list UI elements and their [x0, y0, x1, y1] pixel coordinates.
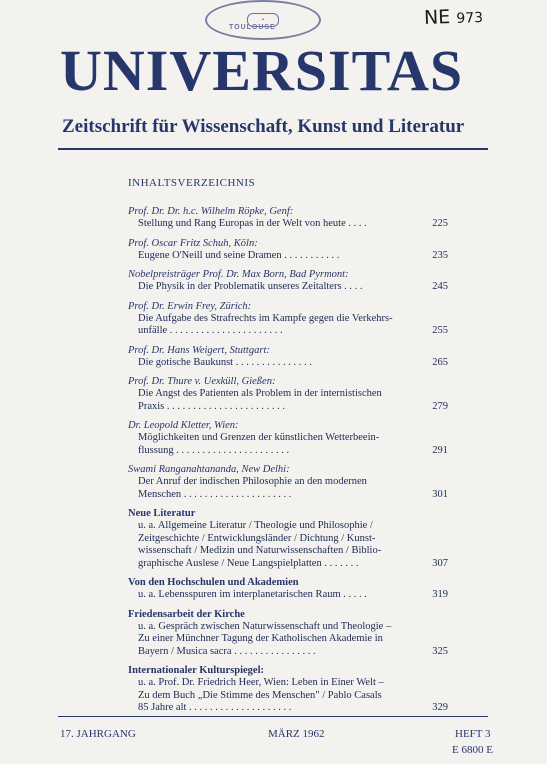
section-heading: Von den Hochschulen und Akademien	[128, 577, 299, 588]
top-rule	[58, 148, 488, 150]
section-heading: Friedensarbeit der Kirche	[128, 608, 245, 620]
entry-page-number: 307	[432, 557, 448, 569]
entry-line	[138, 325, 448, 338]
entry-page-number: 325	[432, 645, 448, 657]
entry-line-text: u. a. Gespräch zwischen Naturwissenschaft und Theologie –	[138, 620, 392, 632]
entry-page-number: 245	[432, 281, 448, 292]
masthead-title: UNIVERSITAS	[60, 38, 464, 103]
toc-entry	[128, 419, 448, 457]
entry-line-text: Möglichkeiten und Grenzen der künstlichen Wetterbeein-	[138, 432, 380, 443]
entry-line	[138, 476, 448, 489]
price-code: E 6800 E	[452, 744, 493, 756]
toc-entry	[128, 463, 448, 501]
toc-section	[128, 576, 448, 602]
handwritten-shelf-mark	[424, 5, 484, 29]
toc-list	[128, 205, 448, 721]
entry-line-text: Eugene O'Neill und seine Dramen . . . . . . . . . . .	[138, 249, 340, 261]
section-heading: Internationaler Kulturspiegel:	[128, 665, 265, 676]
entry-line-text: u. a. Prof. Dr. Friedrich Heer, Wien: Leben in Einer Welt –	[138, 677, 384, 688]
entry-line	[138, 702, 448, 715]
entry-line	[138, 445, 448, 458]
toc-section	[128, 664, 448, 715]
entry-line	[138, 646, 448, 659]
handwritten-main: NE	[423, 6, 451, 30]
entry-line-text: Stellung und Rang Europas in der Welt von heute . . . .	[138, 218, 367, 229]
entry-author: Prof. Dr. Hans Weigert, Stuttgart:	[128, 344, 270, 356]
entry-line-text: u. a. Allgemeine Literatur / Theologie und Philosophie /	[138, 520, 373, 531]
entry-line	[138, 633, 448, 646]
volume-label: 17. JAHRGANG	[60, 728, 136, 740]
entry-line-text: graphische Auslese / Neue Langspielplatten . . . . . . .	[138, 557, 359, 569]
entry-page-number: 235	[432, 249, 448, 261]
entry-line	[138, 520, 448, 533]
entry-line	[138, 690, 448, 703]
entry-line-text: flussung . . . . . . . . . . . . . . . . . . . . . .	[138, 444, 290, 456]
entry-author: Prof. Oscar Fritz Schuh, Köln:	[128, 237, 258, 249]
entry-page-number: 255	[432, 325, 448, 336]
stamp-text: TOULOUSE	[229, 24, 276, 31]
entry-line	[138, 432, 448, 445]
stamp-emblem-icon: ▪	[247, 13, 279, 27]
toc-entry	[128, 344, 448, 370]
masthead-subtitle: Zeitschrift für Wissenschaft, Kunst und Literatur	[62, 116, 465, 137]
entry-page-number: 225	[432, 218, 448, 229]
entry-author: Prof. Dr. Thure v. Uexküll, Gießen:	[128, 376, 276, 387]
toc-entry	[128, 205, 448, 231]
entry-line	[138, 621, 448, 634]
entry-author: Prof. Dr. Dr. h.c. Wilhelm Röpke, Genf:	[128, 206, 294, 217]
entry-line	[138, 281, 448, 294]
issue-number: HEFT 3	[455, 728, 491, 740]
entry-line-text: 85 Jahre alt . . . . . . . . . . . . . . . . . . . .	[138, 702, 292, 713]
entry-page-number: 319	[432, 589, 448, 600]
entry-line-text: Praxis . . . . . . . . . . . . . . . . . . . . . . .	[138, 400, 285, 412]
entry-author: Dr. Leopold Kletter, Wien:	[128, 420, 239, 431]
toc-entry	[128, 300, 448, 338]
entry-author: Swami Ranganahtananda, New Delhi:	[128, 464, 290, 475]
library-stamp	[205, 0, 321, 40]
entry-page-number: 301	[432, 488, 448, 500]
entry-line-text: Der Anruf der indischen Philosophie an den modernen	[138, 476, 367, 487]
toc-entry	[128, 375, 448, 413]
entry-author: Prof. Dr. Erwin Frey, Zürich:	[128, 300, 252, 312]
entry-line-text: Die Angst des Patienten als Problem in der internistischen	[138, 388, 382, 399]
toc-entry	[128, 268, 448, 294]
toc-section	[128, 507, 448, 570]
entry-page-number: 279	[432, 400, 448, 412]
entry-line	[138, 489, 448, 502]
entry-line-text: Zu einer Münchner Tagung der Katholischen Akademie in	[138, 633, 383, 644]
toc-entry	[128, 237, 448, 263]
entry-line-text: Die gotische Baukunst . . . . . . . . . . . . . . .	[138, 356, 312, 368]
entry-line	[138, 357, 448, 370]
entry-line	[138, 533, 448, 546]
toc-heading: INHALTSVERZEICHNIS	[128, 177, 256, 189]
entry-line-text: Zu dem Buch „Die Stimme des Menschen" / Pablo Casals	[138, 689, 382, 701]
entry-line-text: wissenschaft / Medizin und Naturwissenschaften / Biblio-	[138, 545, 382, 556]
entry-page-number: 291	[432, 444, 448, 456]
issue-date: MÄRZ 1962	[268, 728, 325, 740]
entry-page-number: 265	[432, 356, 448, 368]
entry-line	[138, 545, 448, 558]
entry-line	[138, 589, 448, 602]
entry-line	[138, 677, 448, 690]
entry-line-text: Die Aufgabe des Strafrechts im Kampfe gegen die Verkehrs-	[138, 312, 393, 324]
entry-line	[138, 250, 448, 263]
section-heading: Neue Literatur	[128, 508, 196, 519]
bottom-rule	[58, 716, 488, 717]
toc-section	[128, 608, 448, 659]
entry-line	[138, 313, 448, 326]
entry-line	[138, 388, 448, 401]
entry-line-text: Menschen . . . . . . . . . . . . . . . . . . . . .	[138, 488, 292, 500]
entry-line-text: Zeitgeschichte / Entwicklungsländer / Dichtung / Kunst-	[138, 532, 376, 544]
entry-line-text: unfälle . . . . . . . . . . . . . . . . . . . . . .	[138, 325, 283, 336]
entry-line-text: Die Physik in der Problematik unseres Zeitalters . . . .	[138, 281, 363, 292]
entry-line-text: u. a. Lebensspuren im interplanetarischen Raum . . . . .	[138, 589, 367, 600]
entry-page-number: 329	[432, 702, 448, 713]
entry-author: Nobelpreisträger Prof. Dr. Max Born, Bad Pyrmont:	[128, 269, 349, 280]
entry-line	[138, 558, 448, 571]
entry-line	[138, 218, 448, 231]
entry-line	[138, 401, 448, 414]
handwritten-number: 973	[456, 9, 484, 27]
entry-line-text: Bayern / Musica sacra . . . . . . . . . . . . . . . .	[138, 645, 316, 657]
